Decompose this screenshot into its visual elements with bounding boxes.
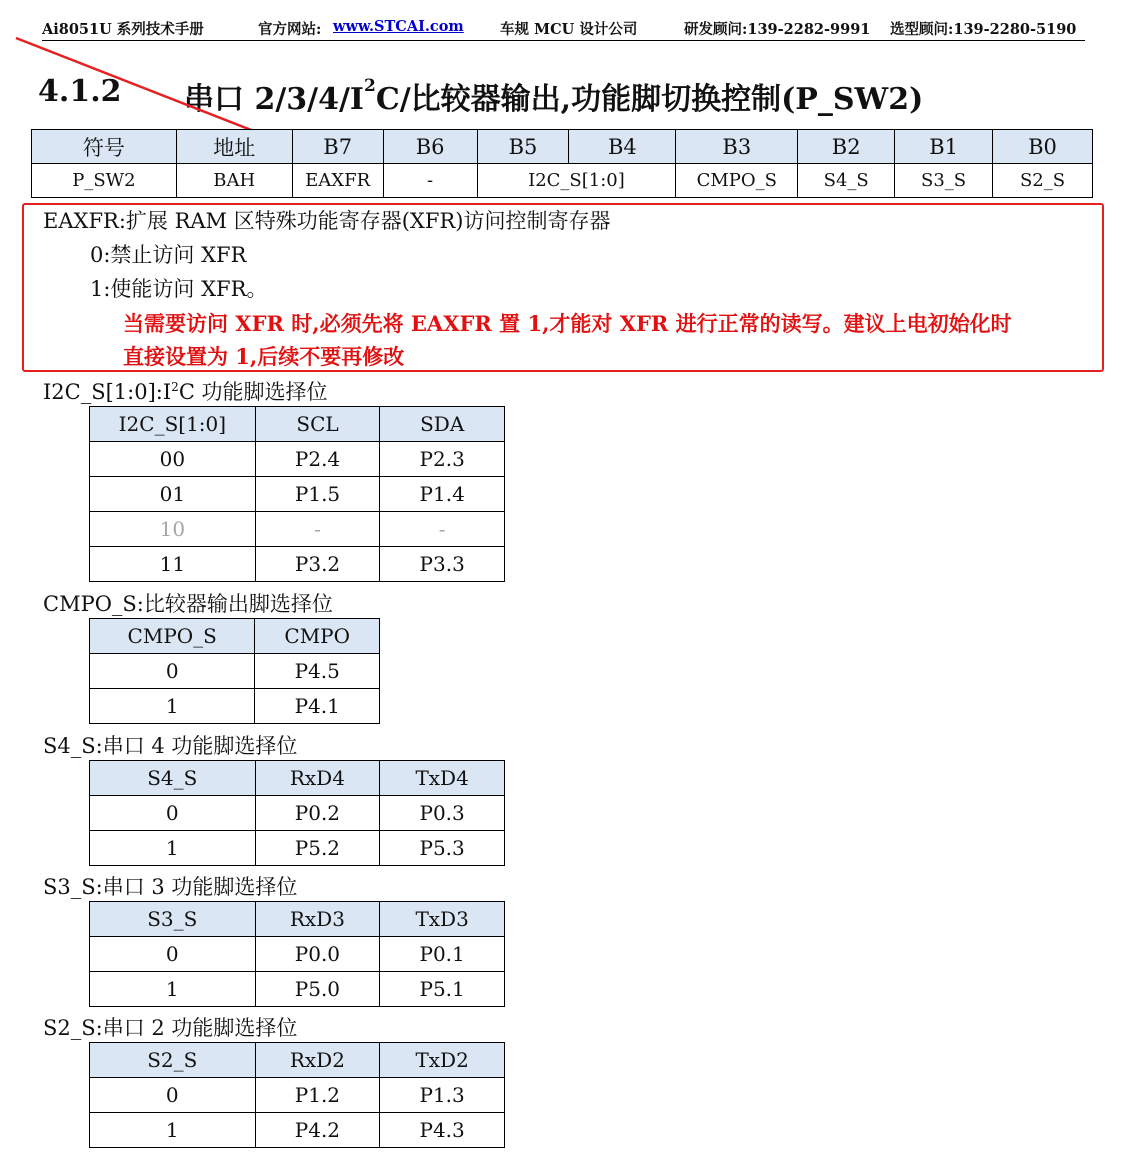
table-cell: 1 [90,972,256,1007]
bit-b1: S3_S [895,164,993,198]
register-address: BAH [176,164,292,198]
bit-b7: EAXFR [292,164,383,198]
table-cell: P5.2 [255,831,380,866]
bit-b0: S2_S [993,164,1093,198]
table-cell: P1.4 [380,477,505,512]
table-header-cell: RxD2 [255,1043,380,1078]
i2c-label: $I2C\_S[1:0]:I^2C$ 功能脚选择位 [43,380,328,404]
table-cell: P2.3 [380,442,505,477]
table-header-cell: SDA [380,407,505,442]
table-cell: 1 [90,689,255,724]
table-header-row [90,761,505,796]
table-row [90,937,505,972]
table-header-cell: S4_S [90,761,256,796]
table-header-cell: S2_S [90,1043,256,1078]
header-b5: B5 [477,130,569,164]
s2-table [89,1042,505,1148]
s2-label: S2_S:串口 2 功能脚选择位 [43,1016,298,1040]
table-header-cell: TxD3 [380,902,505,937]
selection-advisor: 选型顾问:139-2280-5190 [890,21,1077,38]
table-cell: P0.0 [255,937,380,972]
table-cell: 0 [90,796,256,831]
table-cell: P1.2 [255,1078,380,1113]
s4-label: S4_S:串口 4 功能脚选择位 [43,734,298,758]
table-cell: P0.1 [380,937,505,972]
table-cell: P0.3 [380,796,505,831]
header-b4: B4 [569,130,676,164]
table-cell: P3.3 [380,547,505,582]
table-header-cell: TxD2 [380,1043,505,1078]
table-row [90,547,505,582]
table-header-cell: RxD3 [255,902,380,937]
table-header-cell: SCL [255,407,380,442]
table-cell: P5.1 [380,972,505,1007]
table-cell: P1.5 [255,477,380,512]
table-cell: 1 [90,1113,256,1148]
header-b6: B6 [383,130,477,164]
table-header-cell: I2C_S[1:0] [90,407,256,442]
table-cell: 01 [90,477,256,512]
table-cell: 0 [90,937,256,972]
table-cell: P4.1 [255,689,380,724]
table-header-row [90,1043,505,1078]
company-name: 车规 MCU 设计公司 [500,21,638,38]
table-cell: P3.2 [255,547,380,582]
section-number: 4.1.2 [38,74,122,109]
section-title: 串口 $2/3/4/I^2C/$比较器输出,功能脚切换控制(P_SW2) [184,76,924,117]
i2c-table [89,406,505,582]
website-link[interactable]: www.STCAI.com [333,18,464,35]
table-cell: P5.0 [255,972,380,1007]
table-header-cell: CMPO_S [90,619,255,654]
register-table [31,129,1093,198]
table-header-row [90,619,380,654]
table-cell: P0.2 [255,796,380,831]
table-cell: P1.3 [380,1078,505,1113]
eaxfr-note-line2: 直接设置为 1,后续不要再修改 [123,344,405,369]
header-b7: B7 [292,130,383,164]
bit-b2: S4_S [798,164,895,198]
website-label: 官方网站: [258,21,322,38]
register-header-row [32,130,1093,164]
header-symbol: 符号 [32,130,177,164]
register-value-row [32,164,1093,198]
table-row [90,831,505,866]
table-row [90,972,505,1007]
table-row [90,1113,505,1148]
table-cell: P4.2 [255,1113,380,1148]
table-cell: P4.5 [255,654,380,689]
table-row [90,477,505,512]
header-b3: B3 [676,130,798,164]
s4-table [89,760,505,866]
table-cell: 1 [90,831,256,866]
table-cell: P5.3 [380,831,505,866]
table-header-row [90,407,505,442]
register-symbol: P_SW2 [32,164,177,198]
table-cell: - [380,512,505,547]
table-row [90,654,380,689]
cmpo-table [89,618,380,724]
eaxfr-note-line1: 当需要访问 XFR 时,必须先将 EAXFR 置 1,才能对 XFR 进行正常的读写。建议上电初始化时 [123,311,1012,336]
header-address: 地址 [176,130,292,164]
eaxfr-title: EAXFR:扩展 RAM 区特殊功能寄存器(XFR)访问控制寄存器 [43,209,611,233]
table-row [90,442,505,477]
table-header-row [90,902,505,937]
manual-title: Ai8051U 系列技术手册 [42,21,204,38]
header-b0: B0 [993,130,1093,164]
table-cell: 00 [90,442,256,477]
table-cell: 10 [90,512,256,547]
table-header-cell: RxD4 [255,761,380,796]
table-header-cell: S3_S [90,902,256,937]
table-cell: 0 [90,654,255,689]
table-header-cell: TxD4 [380,761,505,796]
table-cell: 11 [90,547,256,582]
eaxfr-option-1: 1:使能访问 XFR。 [90,277,268,301]
table-row [90,1078,505,1113]
eaxfr-option-0: 0:禁止访问 XFR [90,243,247,267]
table-row [90,796,505,831]
bit-b5-b4: I2C_S[1:0] [477,164,676,198]
table-row [90,689,380,724]
rnd-advisor: 研发顾问:139-2282-9991 [684,21,871,38]
table-header-cell: CMPO [255,619,380,654]
header-b1: B1 [895,130,993,164]
bit-b3: CMPO_S [676,164,798,198]
table-cell: P2.4 [255,442,380,477]
header-b2: B2 [798,130,895,164]
s3-label: S3_S:串口 3 功能脚选择位 [43,875,298,899]
s3-table [89,901,505,1007]
cmpo-label: CMPO_S:比较器输出脚选择位 [43,592,333,616]
table-row-reserved [90,512,505,547]
table-cell: P4.3 [380,1113,505,1148]
table-cell: - [255,512,380,547]
bit-b6: - [383,164,477,198]
table-cell: 0 [90,1078,256,1113]
